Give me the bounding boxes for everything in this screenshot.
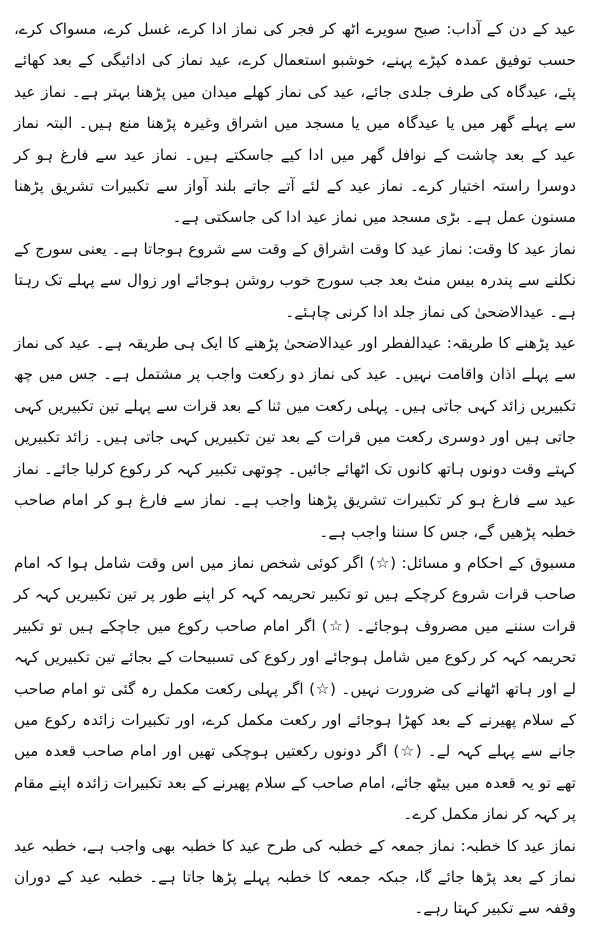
- paragraph-text: نماز عید کا وقت: نماز عید کا وقت اشراق کے وقت سے شروع ہوجاتا ہے۔ یعنی سورج کے نکلنے سے پندرہ بیس منٹ بعد جب سورج خوب روشن ہوجائے اور زوال سے پہلے تک رہتا ہے۔ عیدالاضحیٰ کی نماز جلد ادا کرنی چاہئے۔: [14, 239, 576, 321]
- paragraph-eid-sermon: [14, 831, 576, 925]
- paragraph-eid-prayer-method: [14, 328, 576, 548]
- paragraph-eid-prayer-time: [14, 234, 576, 328]
- paragraph-text: عید پڑھنے کا طریقہ: عیدالفطر اور عیدالاضحیٰ پڑھنے کا ایک ہی طریقہ ہے۔ عید کی نماز سے پہلے اذان واقامت نہیں۔ عید کی نماز دو رکعت واجب پر مشتمل ہے۔ جس میں چھ تکبیریں زائد کہی جاتی ہیں۔ پہلی رکعت میں ثنا کے بعد قرات سے پہلے تین تکبیریں کہی جاتی ہیں اور دوسری رکعت میں قرات کے بعد تین تکبیریں کہی جاتی ہیں۔ زائد تکبیریں کہتے وقت دونوں ہاتھ کانوں تک اٹھائے جائیں۔ چوتھی تکبیر کہہ کر رکوع کرلیا جائے۔ نماز عید سے فارغ ہو کر تکبیرات تشریق پڑھنا واجب ہے۔ نماز سے فارغ ہو کر امام صاحب خطبہ پڑھیں گے، جس کا سننا واجب ہے۔: [14, 334, 576, 541]
- paragraph-text: نماز عید کا خطبہ: نماز جمعہ کے خطبہ کی طرح عید کا خطبہ بھی واجب ہے، خطبہ عید نماز کے بعد پڑھا جائے گا، جبکہ جمعہ کا خطبہ پہلے پڑھا جاتا ہے۔ خطبہ عید کے دوران وقفہ سے تکبیر کہتا رہے۔: [14, 836, 576, 918]
- paragraph-masbooq-rules: [14, 548, 576, 831]
- paragraph-eid-etiquette: [14, 14, 576, 234]
- document-page: [14, 14, 576, 918]
- paragraph-text: عید کے دن کے آداب: صبح سویرے اٹھ کر فجر کی نماز ادا کرے، غسل کرے، مسواک کرے، حسب توفیق عمدہ کپڑے پہنے، خوشبو استعمال کرے، عید نماز کی ادائیگی کے بعد کھائے پئے، عیدگاہ کی طرف جلدی جائے، عید کی نماز کھلے میدان میں پڑھنا بہتر ہے۔ نماز عید سے پہلے گھر میں یا عیدگاہ میں یا مسجد میں اشراق وغیرہ پڑھنا منع ہیں۔ البتہ نماز عید کے بعد چاشت کے نوافل گھر میں ادا کیے جاسکتے ہیں۔ نماز عید سے فارغ ہو کر دوسرا راستہ اختیار کرے۔ نماز عید کے لئے آتے جاتے بلند آواز سے تکبیرات تشریق پڑھنا مسنون عمل ہے۔ بڑی مسجد میں نماز عید ادا کی جاسکتی ہے۔: [14, 20, 576, 227]
- paragraph-text: مسبوق کے احکام و مسائل: (☆) اگر کوئی شخص نماز میں اس وقت شامل ہوا کہ امام صاحب قرات شروع کرچکے ہیں تو تکبیر تحریمہ کہہ کر اپنے طور پر تین تکبیریں کہہ کر قرات سننے میں مصروف ہوجائے۔ (☆) اگر امام صاحب رکوع میں جاچکے ہیں تو تکبیر تحریمہ کہہ کر رکوع میں شامل ہوجائے اور رکوع کی تسبیحات کے بجائے تین تکبیریں کہہ لے اور ہاتھ اٹھانے کی ضرورت نہیں۔ (☆) اگر پہلی رکعت مکمل رہ گئی تو امام صاحب کے سلام پھیرنے کے بعد کھڑا ہوجائے اور رکعت مکمل کرے، اور تکبیرات زائدہ رکوع میں جانے سے پہلے کہہ لے۔ (☆) اگر دونوں رکعتیں ہوچکی تھیں اور امام صاحب قعدہ میں تھے تو یہ قعدہ میں بیٹھ جائے، امام صاحب کے سلام پھیرنے کے بعد تکبیرات زائدہ اپنے مقام پر کہہ کر نماز مکمل کرے۔: [14, 553, 576, 824]
